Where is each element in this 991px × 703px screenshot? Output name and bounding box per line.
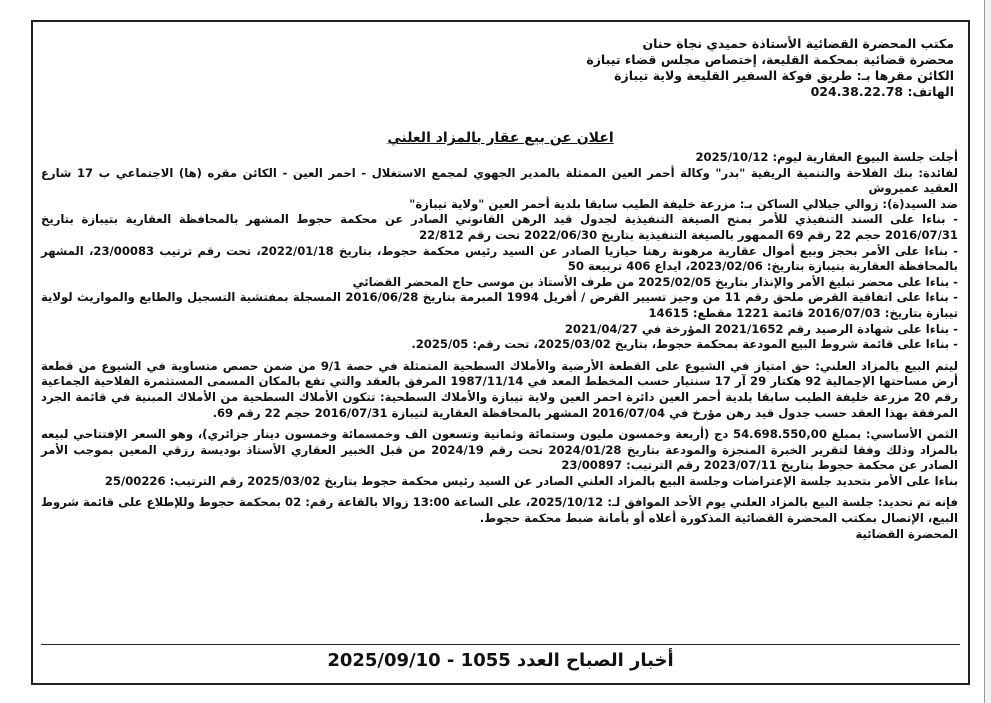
bailiff-office-header [586,36,954,100]
paragraph-objections-order: بناءا على الأمر بتحديد جلسة الإعتراضات وجلسة البيع بالمزاد العلني الصادر عن السيد رئيس محكمة حجوط بتاريخ 2025/03/02 رقم الترتيب: 25/00226 [104,473,958,488]
paragraph-seizure-order: - بناءا على الأمر بحجز وبيع أموال عقارية مرهونة رهنا حيازيا الصادر عن السيد رئيس محكمة حجوط، بتاريخ 2022/01/18، تحت رقم ترتيب 23/00083، المشهر بالمحافظة العقارية بتيبازة بتاريخ: 2023/02/06، ايداع 406 تربيعة 50 [41,243,958,274]
header-jurisdiction: محضرة قضائية بمحكمة القليعة، إختصاص مجلس قضاء تيبازة [586,52,954,67]
page-edge [984,0,991,703]
paragraph-property-description: ليتم البيع بالمزاد العلني: حق امتياز في الشيوع على القطعة الأرضية والأملاك السطحية المتمثلة في حصة 9/1 من ضمن حصص متساوية في الشيوع من قطعة أرض مساحتها الإجمالية 92 هكتار 29 آر 17 سنتيار حسب المخطط المعد في 1987/11/14 المرفق بالعقد والتي تقع بالمكان المسمى المستثمرة الفلاحية الجماعية رقم 20 مزرعة خليفة الطيب سابقا بلدية أحمر العين دائرة احمر العين ولاية تيبازة والأملاك السطحية: تتكون الأملاك السطحية من الأملاك المبنية في قائمة الجرد المرفقة بهذا العقد حسب جدول قيد رهن مؤرخ في 2016/07/04 المشهر بالمحافظة العقارية لتيبازة 2016/07/31 حجم 22 رقم 69. [41,358,958,420]
paragraph-beneficiary: لفائدة: بنك الفلاحة والتنمية الريفية "بدر" وكالة أحمر العين الممثلة بالمدير الجهوي لمجمع الاستغلال - احمر العين - الكائن مقره (ها) الاجتماعي ب 17 شارع العقيد عميروش [41,165,958,196]
notice-title: اعلان عن بيع عقار بالمزاد العلني [387,130,614,146]
legal-notice-frame [31,20,970,685]
footer-divider [41,644,960,645]
paragraph-auction-schedule: فإنه تم تحديد: جلسة البيع بالمزاد العلني يوم الأحد الموافق لـ: 2025/10/12، على الساعة 13:00 زوالا بالقاعة رقم: 02 بمحكمة حجوط وللإطلاع على قائمة شروط البيع، الإتصال بمكتب المحضرة القضائية المذكورة أعلاه أو بأمانة ضبط محكمة حجوط. [41,495,958,526]
paragraph-sale-conditions: - بناءا على قائمة شروط البيع المودعة بمحكمة حجوط، بتاريخ 2025/03/02، تحت رقم: 2025/05. [411,337,958,352]
paragraph-session-date: أجلت جلسة البيوع العقارية ليوم: 2025/10/12 [695,150,958,164]
paragraph-loan-agreement: - بناءا على اتفاقية القرض ملحق رقم 11 من وجيز تسيير القرض / أفريل 1994 المبرمة بتاريخ 2016/06/28 المسجلة بمفتشية التسجيل والطابع والمواريث لولاية تيبازة بتاريخ: 2016/07/03 قائمة 1221 مقطع: 14615 [41,290,958,320]
header-address: الكائن مقرها بـ: طريق فوكة السفير القليعة ولاية تيبازة [614,68,954,83]
paragraph-balance-certificate: - بناءا على شهادة الرصيد رقم 2021/1652 المؤرخة في 2021/04/27 [564,321,958,336]
paragraph-base-price: الثمن الأساسي: بمبلغ 54.698.550,00 دج (أربعة وخمسون مليون وستمائة وثمانية وتسعون الف وخمسمائة وخمسون دينار جزائري)، وهو السعر الإفتتاحي لبيعه بالمزاد وذلك وفقا لتقرير الخبرة المنجزة والمودعة بتاريخ 2024/01/28 تحت رقم 2024/19 من قبل الخبير العقاري الأستاذ بوديسة رزقي المعين بموجب الأمر الصادر عن محكمة حجوط بتاريخ 2023/07/11 رقم الترتيب: 23/00897 [41,427,958,473]
paragraph-notification: - بناءا على محضر تبليغ الأمر والإنذار بتاريخ 2025/02/05 من طرف الأستاذ بن موسى حاج المحضر القضائي [352,274,958,289]
paragraph-executive-deed: - بناءا على السند التنفيذي للأمر بمنح الصيغة التنفيذية لجدول قيد الرهن القانوني الصادر عن محكمة حجوط المشهر بالمحافظة العقارية بتيبازة بتاريخ 2016/07/31 حجم 22 رقم 69 الممهور بالصيغة التنفيذية بتاريخ 2022/06/30 تحت رقم 22/812 [41,212,958,242]
paragraph-defendant: ضد السيد(ة): زوالي جيلالي الساكن بـ: مزرعة خليفة الطيب سابقا بلدية أحمر العين "ولاية تيبازة" [409,196,958,211]
header-phone: الهاتف: 024.38.22.78 [810,84,954,99]
header-office-name: مكتب المحضرة القضائية الأستاذة حميدي نجاة حنان [642,36,954,51]
newspaper-footer: أخبار الصباح العدد 1055 - 2025/09/10 [327,650,674,671]
signature-bailiff: المحضرة القضائية [855,526,958,541]
notice-body [41,150,958,542]
